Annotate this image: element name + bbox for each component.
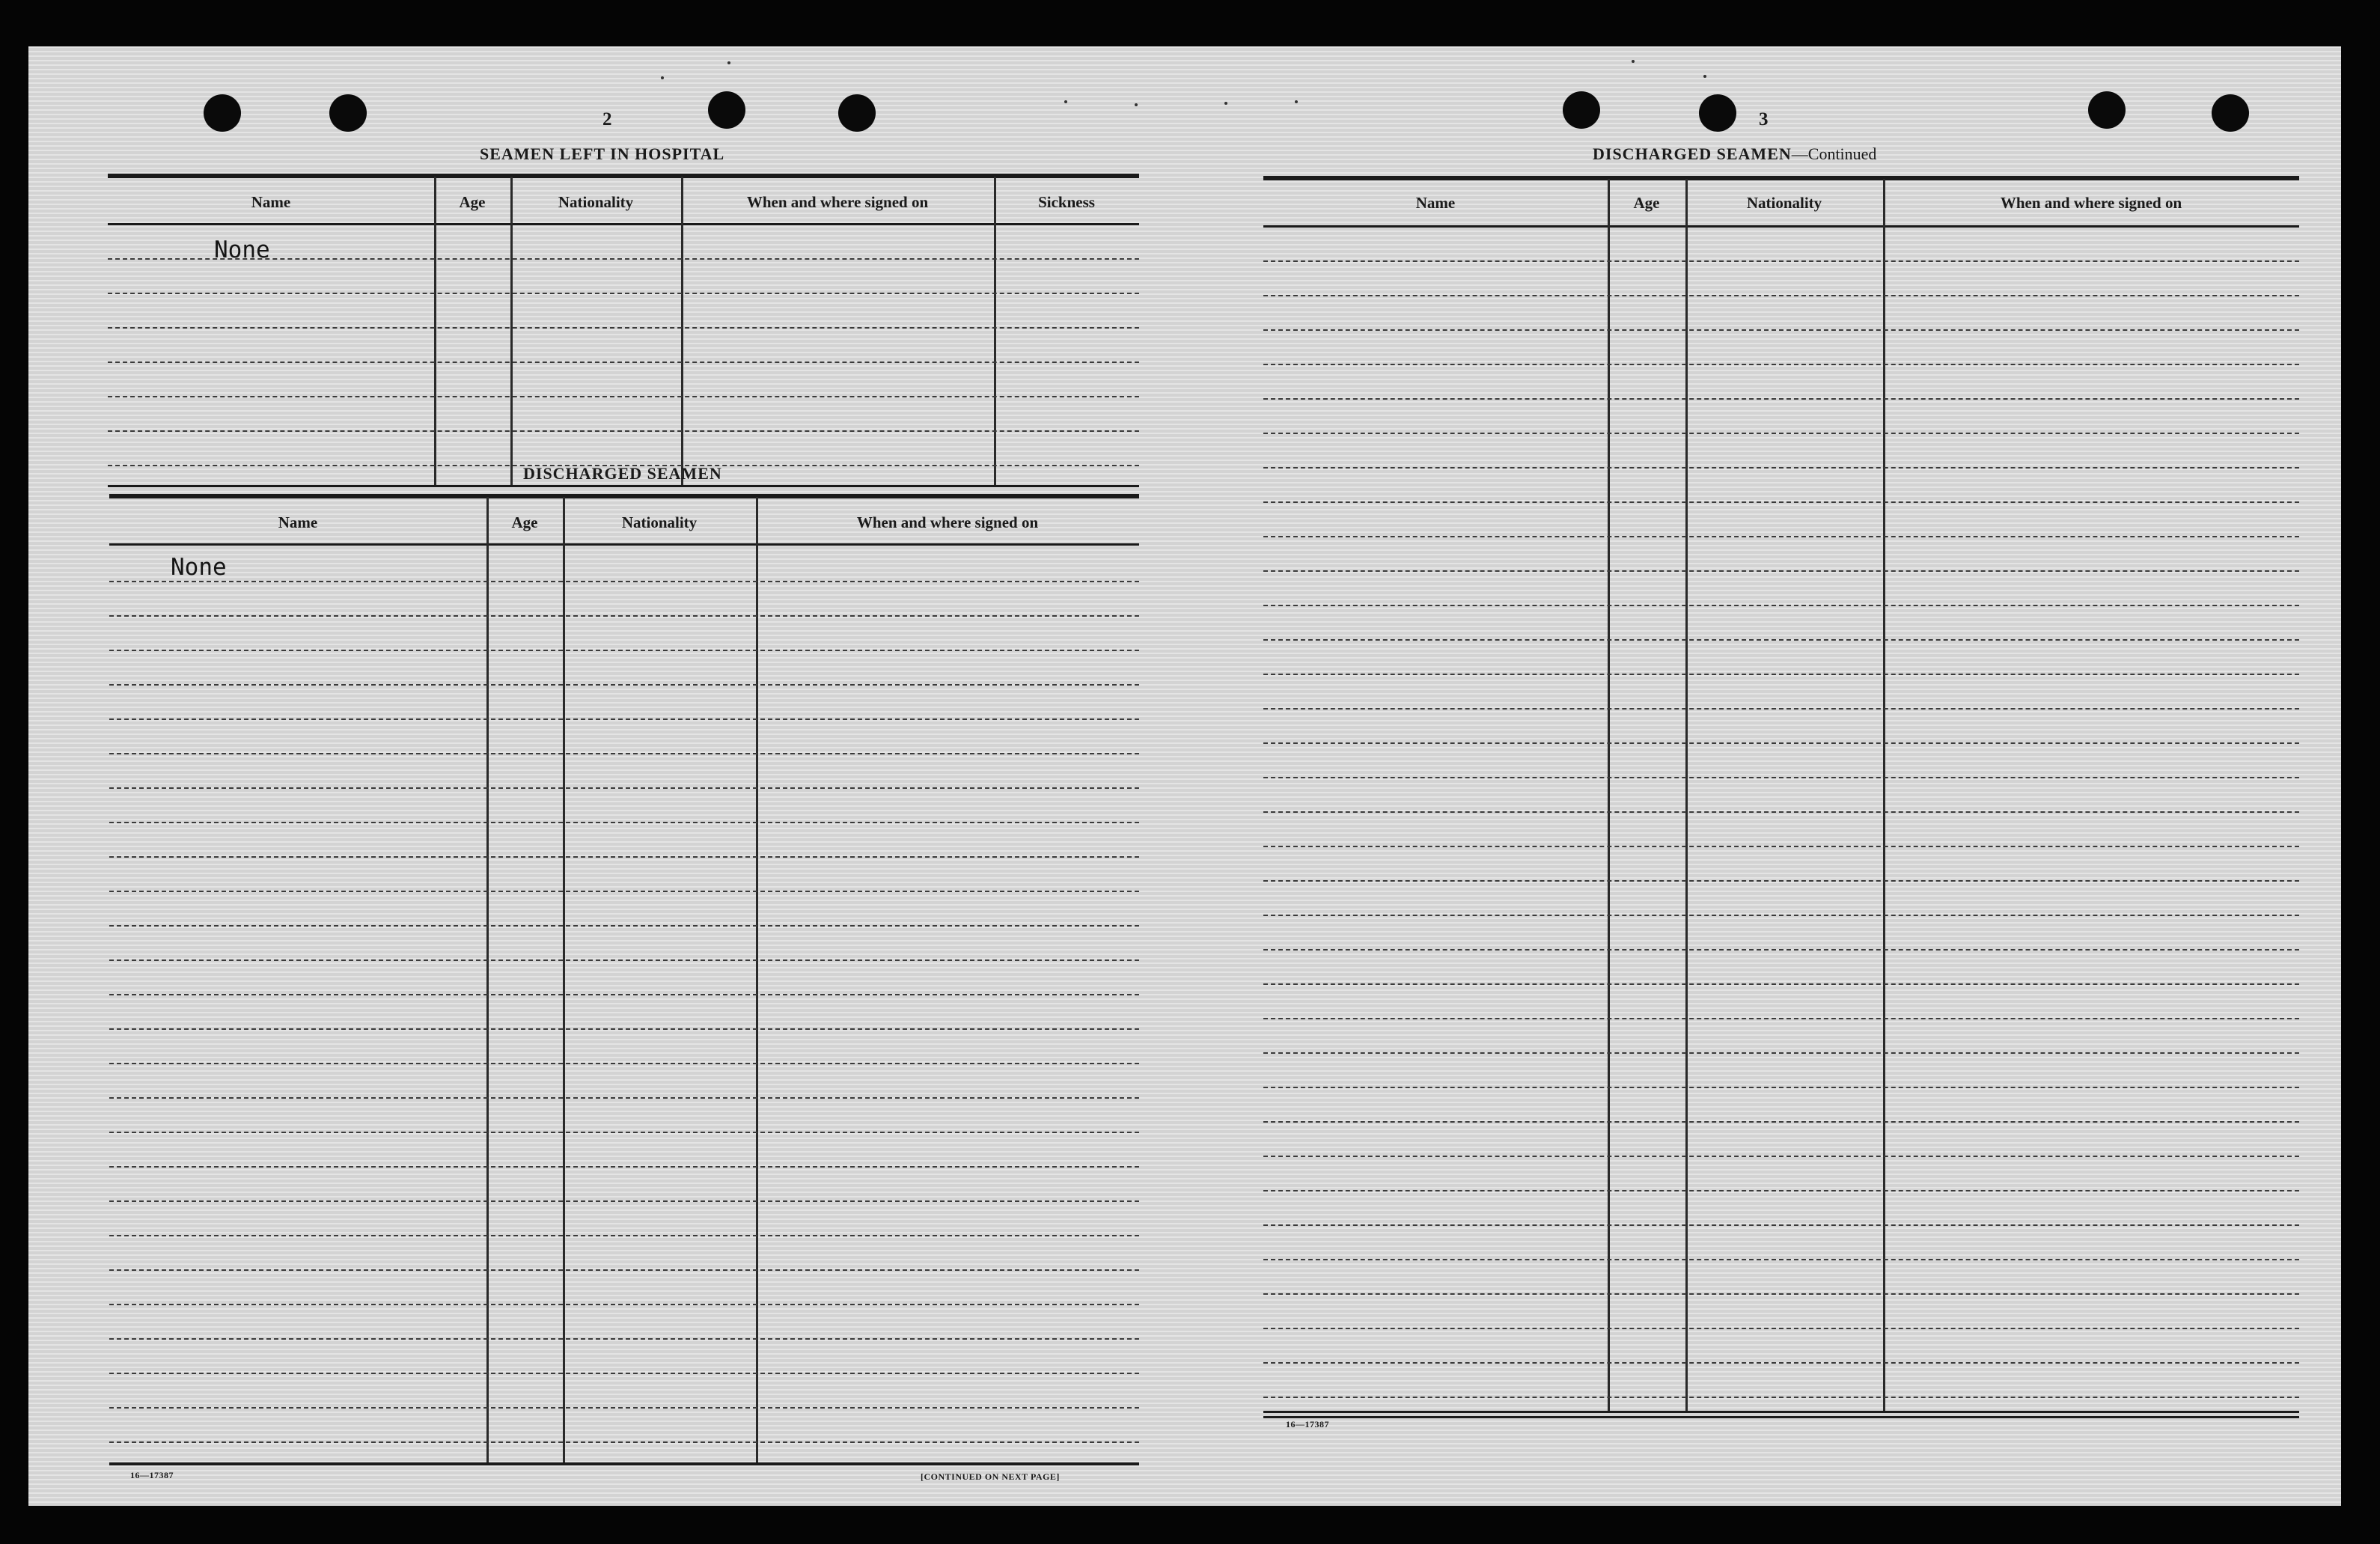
- column-divider: [434, 177, 436, 486]
- form-number-left: 16—17387: [130, 1470, 174, 1480]
- row-line: [109, 1338, 1139, 1340]
- section-title-text: DISCHARGED SEAMEN: [1593, 144, 1792, 163]
- row-line: [1263, 536, 2299, 537]
- speck: [1064, 100, 1067, 103]
- row-line: [109, 1235, 1139, 1236]
- continued-note: [CONTINUED ON NEXT PAGE]: [921, 1471, 1060, 1482]
- form-number-right: 16—17387: [1286, 1419, 1329, 1429]
- punch-hole: [2088, 91, 2126, 129]
- row-line: [109, 1166, 1139, 1168]
- row-line: [1263, 708, 2299, 710]
- row-line: [1263, 1362, 2299, 1364]
- column-divider: [510, 177, 513, 486]
- row-line: [109, 1407, 1139, 1409]
- row-line: [108, 361, 1139, 363]
- column-header-name: Name: [1415, 194, 1456, 212]
- column-header-name: Name: [278, 513, 318, 531]
- speck: [1632, 60, 1635, 63]
- table-bottom-rule: [1263, 1411, 2299, 1413]
- speck: [1295, 100, 1298, 103]
- column-header-signed-on: When and where signed on: [2000, 194, 2182, 212]
- row-line: [1263, 1052, 2299, 1054]
- punch-hole: [1563, 91, 1600, 129]
- row-line: [109, 1132, 1139, 1133]
- speck: [1703, 75, 1706, 78]
- discharged-continued-title: [1593, 144, 1876, 164]
- column-header-name: Name: [251, 193, 291, 211]
- section-title-suffix: —Continued: [1791, 144, 1877, 163]
- row-line: [1263, 777, 2299, 778]
- row-line: [1263, 570, 2299, 572]
- row-line: [1263, 1156, 2299, 1157]
- punch-hole: [708, 91, 745, 129]
- row-line: [1263, 674, 2299, 675]
- speck: [1135, 103, 1138, 106]
- discharged-table-left: [109, 494, 1139, 1467]
- header-rule: [108, 223, 1139, 225]
- row-line: [108, 293, 1139, 294]
- column-divider: [756, 497, 758, 1464]
- row-line: [1263, 1018, 2299, 1019]
- hospital-entry-text: None: [214, 237, 270, 263]
- row-line: [1263, 846, 2299, 847]
- discharged-entry-text: None: [171, 554, 227, 581]
- table-top-rule: [108, 174, 1139, 178]
- row-line: [109, 1373, 1139, 1374]
- row-line: [109, 1200, 1139, 1202]
- column-header-signed-on: When and where signed on: [746, 193, 929, 211]
- hospital-table: [108, 174, 1139, 495]
- row-line: [1263, 1190, 2299, 1191]
- row-line: [1263, 329, 2299, 331]
- column-header-age: Age: [459, 193, 486, 211]
- row-line: [109, 1097, 1139, 1099]
- row-line: [109, 822, 1139, 823]
- discharged-section-title: DISCHARGED SEAMEN: [523, 464, 722, 483]
- row-line: [108, 396, 1139, 397]
- column-header-sickness: Sickness: [1038, 193, 1095, 211]
- row-line: [1263, 1397, 2299, 1398]
- row-line: [109, 925, 1139, 927]
- row-line: [109, 1304, 1139, 1305]
- column-header-signed-on: When and where signed on: [856, 513, 1039, 531]
- row-line: [1263, 1224, 2299, 1226]
- column-header-nationality: Nationality: [558, 193, 634, 211]
- punch-hole: [2212, 94, 2249, 132]
- row-line: [109, 615, 1139, 617]
- document-sheet: [28, 46, 2341, 1506]
- row-line: [109, 959, 1139, 961]
- row-line: [1263, 398, 2299, 400]
- row-line: [109, 856, 1139, 858]
- row-line: [1263, 742, 2299, 744]
- row-line: [1263, 1121, 2299, 1123]
- row-line: [109, 1441, 1139, 1443]
- column-header-age: Age: [1633, 194, 1660, 212]
- table-bottom-rule: [108, 485, 1139, 487]
- column-divider: [486, 497, 489, 1464]
- row-line: [1263, 1328, 2299, 1329]
- punch-hole: [838, 94, 876, 132]
- punch-hole: [1699, 94, 1736, 132]
- column-divider: [994, 177, 996, 486]
- row-line: [109, 581, 1139, 582]
- row-line: [1263, 949, 2299, 950]
- column-header-age: Age: [511, 513, 538, 531]
- speck: [727, 61, 730, 64]
- table-top-rule: [1263, 176, 2299, 180]
- column-header-nationality: Nationality: [621, 513, 698, 531]
- row-line: [1263, 467, 2299, 469]
- hospital-section-title: SEAMEN LEFT IN HOSPITAL: [480, 144, 725, 163]
- row-line: [1263, 501, 2299, 503]
- row-line: [1263, 811, 2299, 813]
- speck: [1224, 102, 1227, 105]
- punch-hole: [204, 94, 241, 132]
- discharged-table-right: [1263, 176, 2299, 1463]
- row-line: [109, 684, 1139, 686]
- table-bottom-rule: [1263, 1416, 2299, 1418]
- row-line: [109, 891, 1139, 892]
- row-line: [1263, 260, 2299, 262]
- row-line: [1263, 295, 2299, 296]
- row-line: [1263, 433, 2299, 434]
- row-line: [1263, 915, 2299, 916]
- column-divider: [563, 497, 565, 1464]
- page-number-left: 2: [602, 109, 612, 129]
- row-line: [1263, 364, 2299, 365]
- row-line: [109, 718, 1139, 720]
- header-rule: [1263, 225, 2299, 228]
- row-line: [109, 1028, 1139, 1030]
- column-divider: [681, 177, 683, 486]
- punch-hole: [329, 94, 367, 132]
- row-line: [108, 430, 1139, 432]
- row-line: [1263, 1293, 2299, 1295]
- column-header-nationality: Nationality: [1746, 194, 1822, 212]
- row-line: [1263, 880, 2299, 882]
- table-top-rule: [109, 494, 1139, 498]
- row-line: [109, 650, 1139, 651]
- row-line: [109, 1269, 1139, 1271]
- row-line: [1263, 1259, 2299, 1260]
- row-line: [109, 994, 1139, 995]
- row-line: [1263, 983, 2299, 985]
- table-bottom-rule: [109, 1462, 1139, 1465]
- row-line: [1263, 605, 2299, 606]
- header-rule: [109, 543, 1139, 546]
- row-line: [109, 1063, 1139, 1064]
- speck: [661, 76, 664, 79]
- page-number-right: 3: [1759, 109, 1769, 129]
- row-line: [109, 787, 1139, 789]
- row-line: [1263, 639, 2299, 641]
- row-line: [1263, 1087, 2299, 1088]
- row-line: [109, 753, 1139, 754]
- row-line: [108, 327, 1139, 329]
